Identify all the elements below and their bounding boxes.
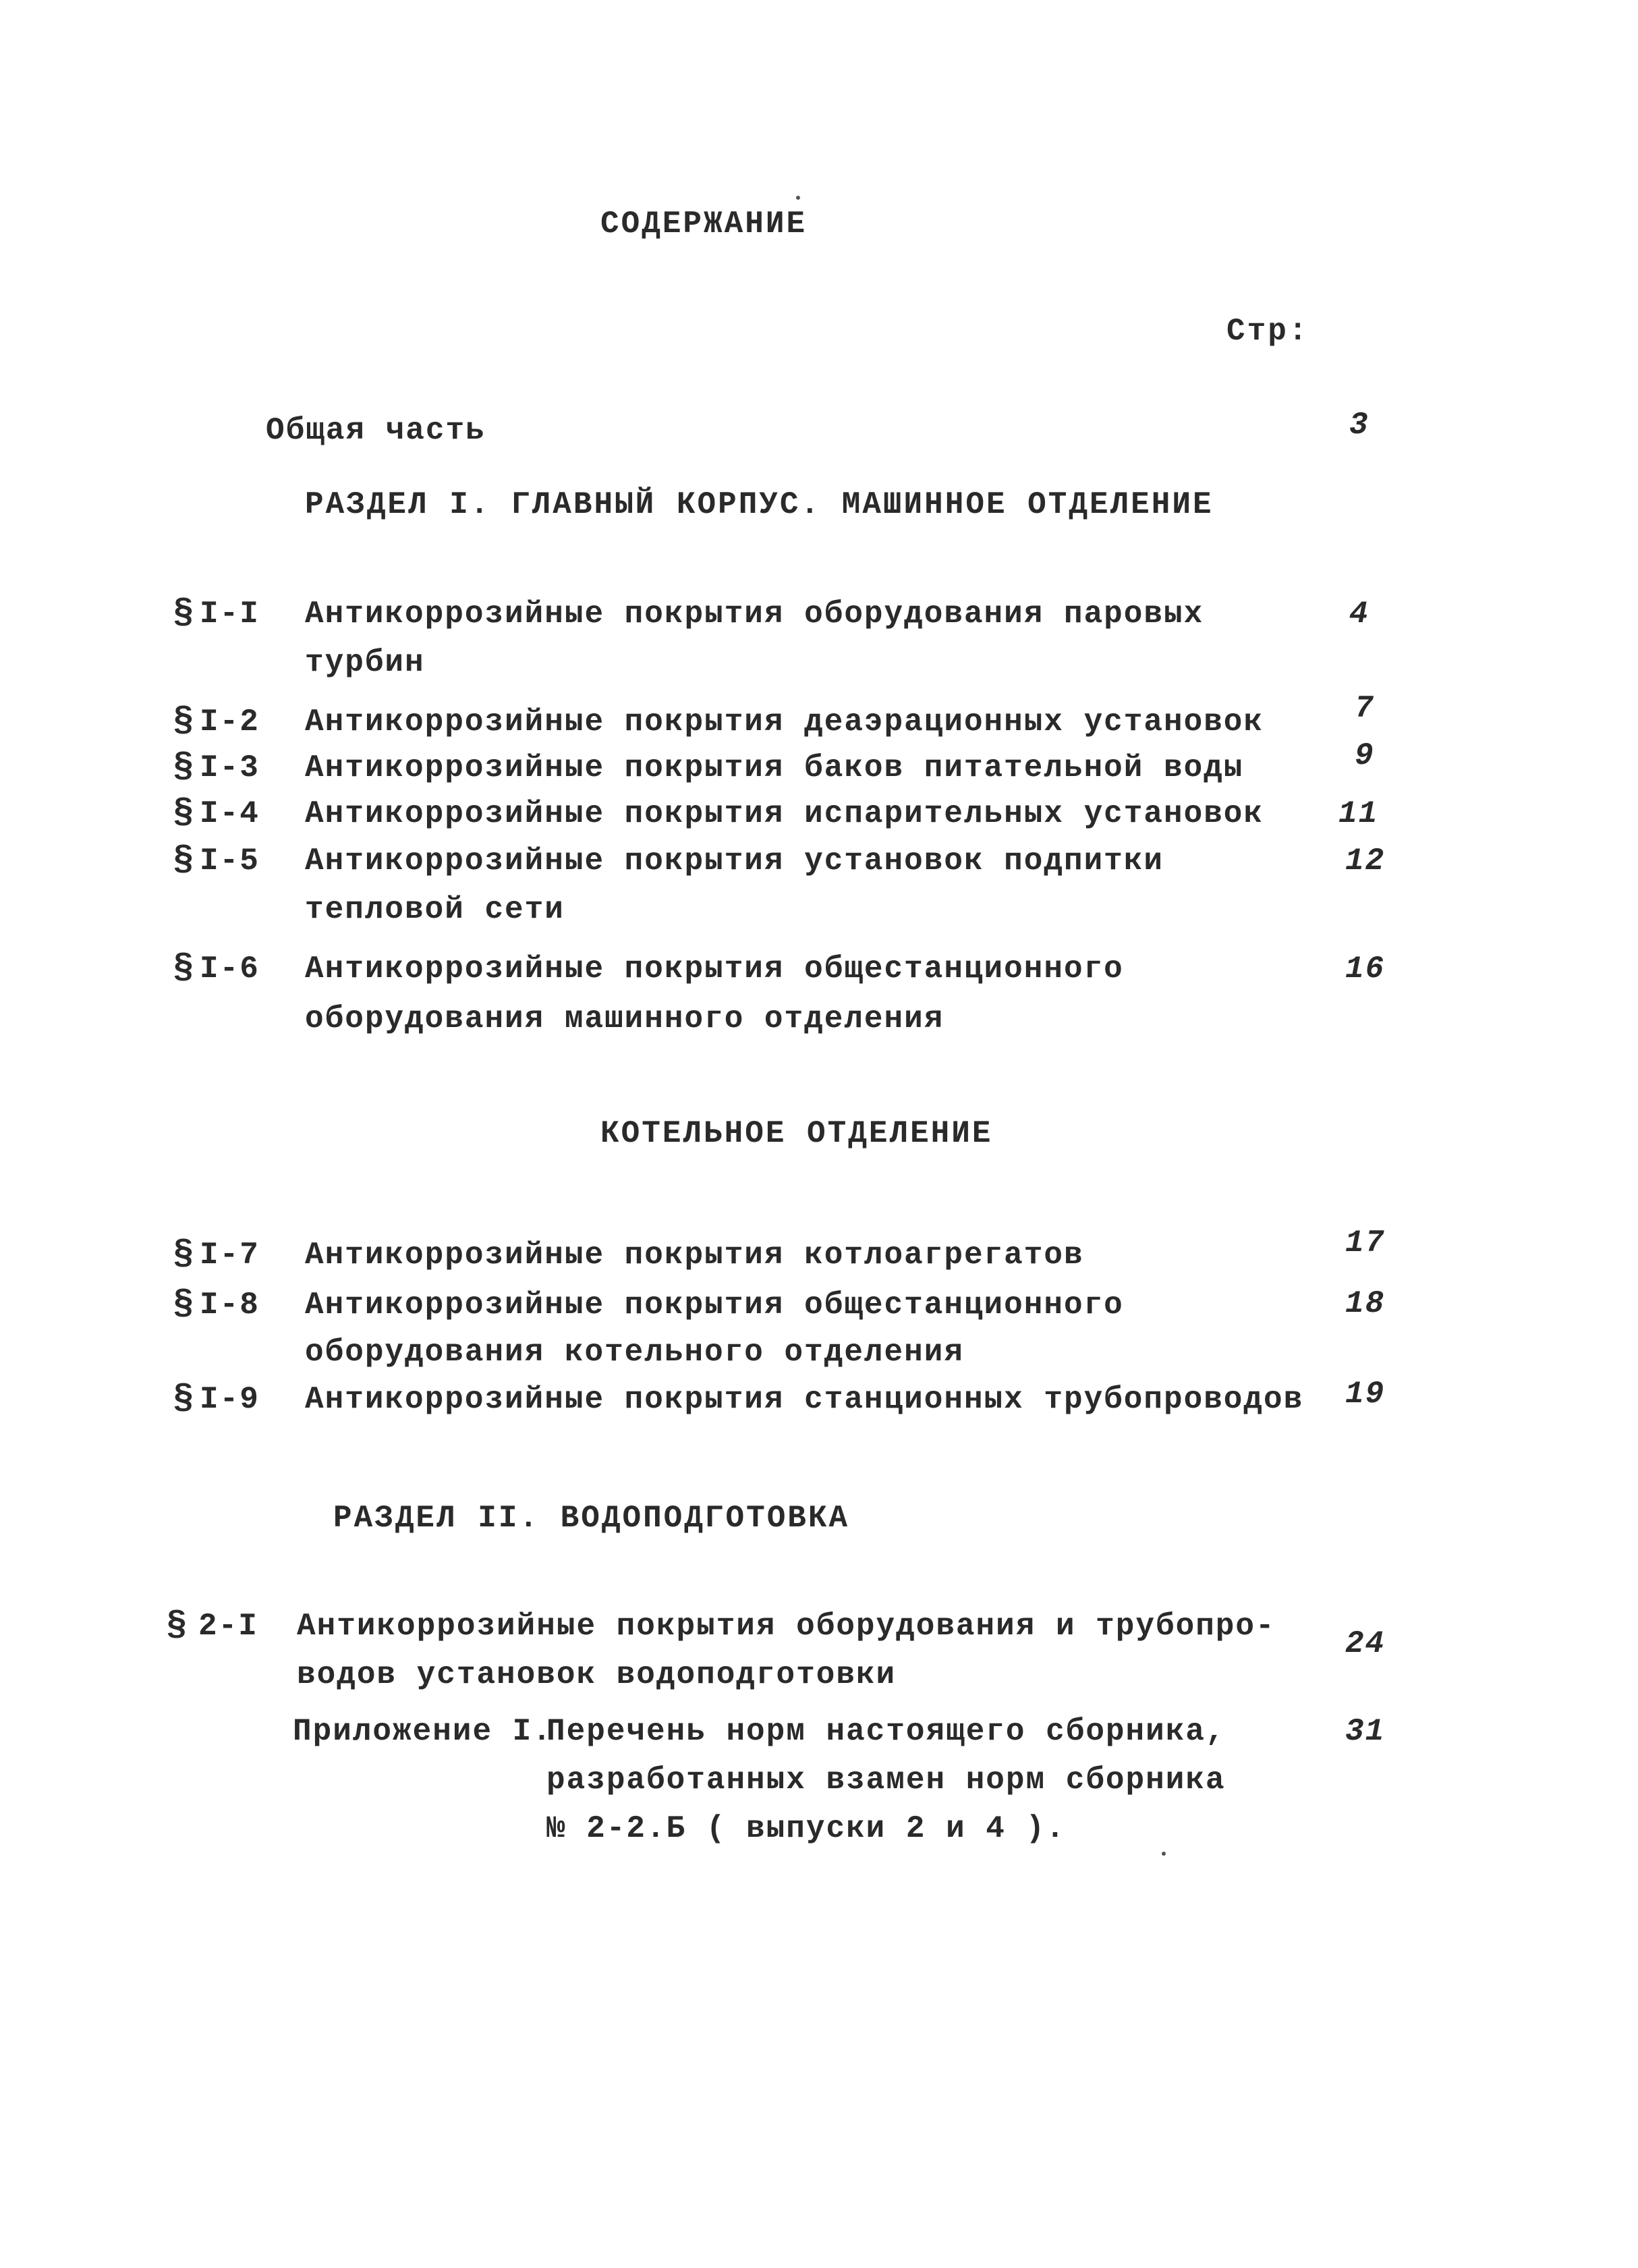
entry-page: 4	[1349, 597, 1369, 632]
entry-number: I-3	[200, 750, 260, 785]
general-part-label: Общая часть	[266, 413, 486, 448]
entry-number: I-4	[200, 796, 260, 831]
entry-title-continued: оборудования котельного отделения	[305, 1335, 964, 1370]
entry-page: 19	[1345, 1377, 1386, 1412]
entry-number: I-6	[200, 951, 260, 987]
section-mark: §	[173, 1285, 196, 1325]
entry-title: Антикоррозийные покрытия общестанционного	[305, 951, 1124, 987]
entry-title: Антикоррозийные покрытия котлоагрегатов	[305, 1238, 1084, 1273]
section-mark: §	[173, 794, 196, 833]
entry-number: I-9	[200, 1382, 260, 1417]
section-mark: §	[173, 1379, 196, 1419]
entry-page: 17	[1345, 1225, 1386, 1261]
page-column-label: Стр:	[1226, 314, 1309, 349]
section-2-heading: РАЗДЕЛ II. ВОДОПОДГОТОВКА	[333, 1501, 850, 1536]
entry-title: Антикоррозийные покрытия оборудования паровых	[305, 597, 1204, 632]
entry-title: Антикоррозийные покрытия деаэрационных установок	[305, 704, 1264, 740]
entry-title-continued: тепловой сети	[305, 892, 565, 927]
section-mark: §	[173, 594, 196, 634]
appendix-line: № 2-2.Б ( выпуски 2 и 4 ).	[546, 1811, 1066, 1846]
section-1-heading: РАЗДЕЛ I. ГЛАВНЫЙ КОРПУС. МАШИННОЕ ОТДЕЛЕНИЕ	[305, 487, 1214, 522]
appendix-label: Приложение I.	[293, 1714, 553, 1749]
entry-page: 24	[1345, 1626, 1386, 1661]
section-mark: §	[173, 1235, 196, 1275]
section-mark: §	[173, 748, 196, 787]
general-part-page: 3	[1349, 408, 1369, 443]
boiler-section-heading: КОТЕЛЬНОЕ ОТДЕЛЕНИЕ	[600, 1116, 993, 1151]
section-mark: §	[173, 949, 196, 989]
section-mark: §	[173, 702, 196, 742]
section-mark: §	[173, 841, 196, 881]
document-title: СОДЕРЖАНИЕ	[600, 206, 808, 242]
entry-title: Антикоррозийные покрытия оборудования и трубопро-	[297, 1609, 1276, 1644]
entry-page: 9	[1355, 738, 1375, 773]
entry-page: 11	[1338, 796, 1379, 831]
section-mark: §	[166, 1606, 189, 1646]
appendix-page: 31	[1345, 1714, 1386, 1749]
entry-number: I-2	[200, 704, 260, 740]
entry-title: Антикоррозийные покрытия общестанционного	[305, 1288, 1124, 1323]
scan-speck	[1162, 1852, 1166, 1856]
entry-title-continued: водов установок водоподготовки	[297, 1657, 897, 1692]
entry-title-continued: турбин	[305, 645, 425, 680]
entry-number: 2-I	[198, 1609, 258, 1644]
entry-page: 12	[1345, 843, 1386, 879]
entry-title-continued: оборудования машинного отделения	[305, 1001, 944, 1036]
appendix-line: разработанных взамен норм сборника	[546, 1763, 1226, 1798]
appendix-line: Перечень норм настоящего сборника,	[546, 1714, 1226, 1749]
entry-title: Антикоррозийные покрытия установок подпитки	[305, 843, 1164, 879]
entry-number: I-8	[200, 1288, 260, 1323]
entry-number: I-7	[200, 1238, 260, 1273]
entry-title: Антикоррозийные покрытия испарительных установок	[305, 796, 1264, 831]
entry-page: 18	[1345, 1286, 1386, 1321]
entry-title: Антикоррозийные покрытия станционных трубопроводов	[305, 1382, 1304, 1417]
entry-page: 7	[1355, 691, 1375, 726]
scan-speck	[796, 196, 800, 200]
entry-title: Антикоррозийные покрытия баков питательной воды	[305, 750, 1244, 785]
entry-number: I-5	[200, 843, 260, 879]
entry-number: I-I	[200, 597, 260, 632]
entry-page: 16	[1345, 951, 1386, 987]
